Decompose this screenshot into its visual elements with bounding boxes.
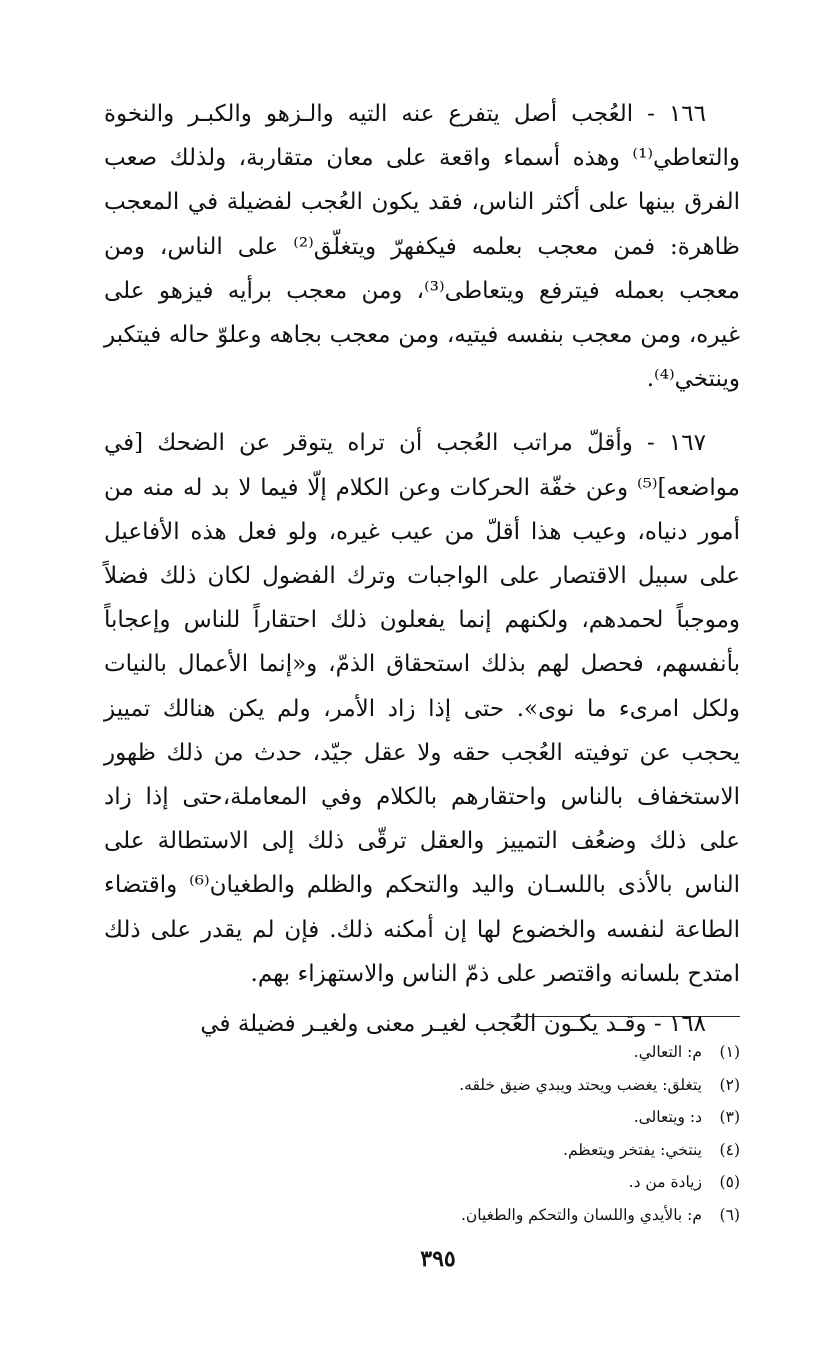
page-number: ٣٩٥ [420, 1246, 456, 1272]
footnote-number: (٦) [719, 1205, 740, 1224]
footnote-text: م: التعالي. [633, 1043, 702, 1061]
main-text [104, 92, 740, 1046]
paragraph-167: ١٦٧ - وأقلّ مراتب العُجب أن تراه يتوقر عن الضحك [في مواضعه]⁽⁵⁾ وعن خفّة الحركات وعن الكلام إلّا فيما لا بد له منه من أمور دنياه، وعيب هذا أقلّ من عيب غيره، ولو فعل هذه الأفاعيل على سبيل الاقتصار على الواجبات وترك الفضول لكان ذلك فضلاً وموجباً لحمدهم، ولكنهم إنما يفعلون ذلك احتقاراً للناس وإعجاباً بأنفسهم، فحصل لهم بذلك استحقاق الذمّ، و«إنما الأعمال بالنيات ولكل امرىء ما نوى». حتى إذا زاد الأمر، ولم يكن هنالك تمييز يحجب عن توفيته العُجب حقه ولا عقل جيّد، حدث من ذلك ظهور الاستخفاف بالناس واحتقارهم بالكلام وفي المعاملة،حتى إذا زاد على ذلك وضعُف التمييز والعقل ترقّى ذلك إلى الاستطالة على الناس بالأذى باللسـان واليد والتحكم والظلم والطغيان⁽⁶⁾ واقتضاء الطاعة لنفسه والخضوع لها إن أمكنه ذلك. فإن لم يقدر على ذلك امتدح بلسانه واقتصر على ذمّ الناس والاستهزاء بهم. [104, 430, 740, 987]
footnotes-list [180, 1036, 740, 1232]
footnote-text: د: ويتعالى. [633, 1108, 702, 1127]
footnote-3 [180, 1101, 740, 1134]
paragraph-166: ١٦٦ - العُجب أصل يتفرع عنه التيه والـزهو والكبـر والنخوة والتعاطي⁽¹⁾ وهذه أسماء واقعة على معان متقاربة، ولذلك صعب الفرق بينها على أكثر الناس، فقد يكون العُجب لفضيلة في المعجب ظاهرة: فمن معجب بعلمه فيكفهرّ ويتغلّق⁽²⁾ على الناس، ومن معجب بعمله فيترفع ويتعاطى⁽³⁾، ومن معجب برأيه فيزهو على غيره، ومن معجب بنفسه فيتيه، ومن معجب بجاهه وعلوّ حاله فيتكبر وينتخي⁽⁴⁾. [104, 101, 740, 393]
footnote-5 [180, 1166, 740, 1199]
footnote-1 [180, 1036, 740, 1069]
footnote-text: ينتخي: يفتخر ويتعظم. [563, 1140, 702, 1159]
footnote-number: (٥) [719, 1173, 740, 1192]
footnote-4 [180, 1134, 740, 1167]
footnote-number: (٢) [719, 1075, 740, 1094]
footnote-number: (٤) [719, 1140, 740, 1159]
footnote-text: زيادة من د. [628, 1173, 702, 1192]
footnote-text: يتغلق: يغضب ويحتد ويبدي ضيق خلقه. [459, 1075, 702, 1094]
footnote-number: (١) [719, 1043, 740, 1061]
paragraph-168: ١٦٨ - وقـد يكـون العُجب لغيـر معنى ولغيـر فضيلة في [200, 1011, 706, 1038]
footnote-2 [180, 1069, 740, 1102]
footnote-divider [511, 1016, 740, 1017]
footnote-text: م: بالأيدي واللسان والتحكم والطغيان. [460, 1205, 702, 1224]
footnote-6 [180, 1199, 740, 1232]
footnote-number: (٣) [719, 1108, 740, 1127]
